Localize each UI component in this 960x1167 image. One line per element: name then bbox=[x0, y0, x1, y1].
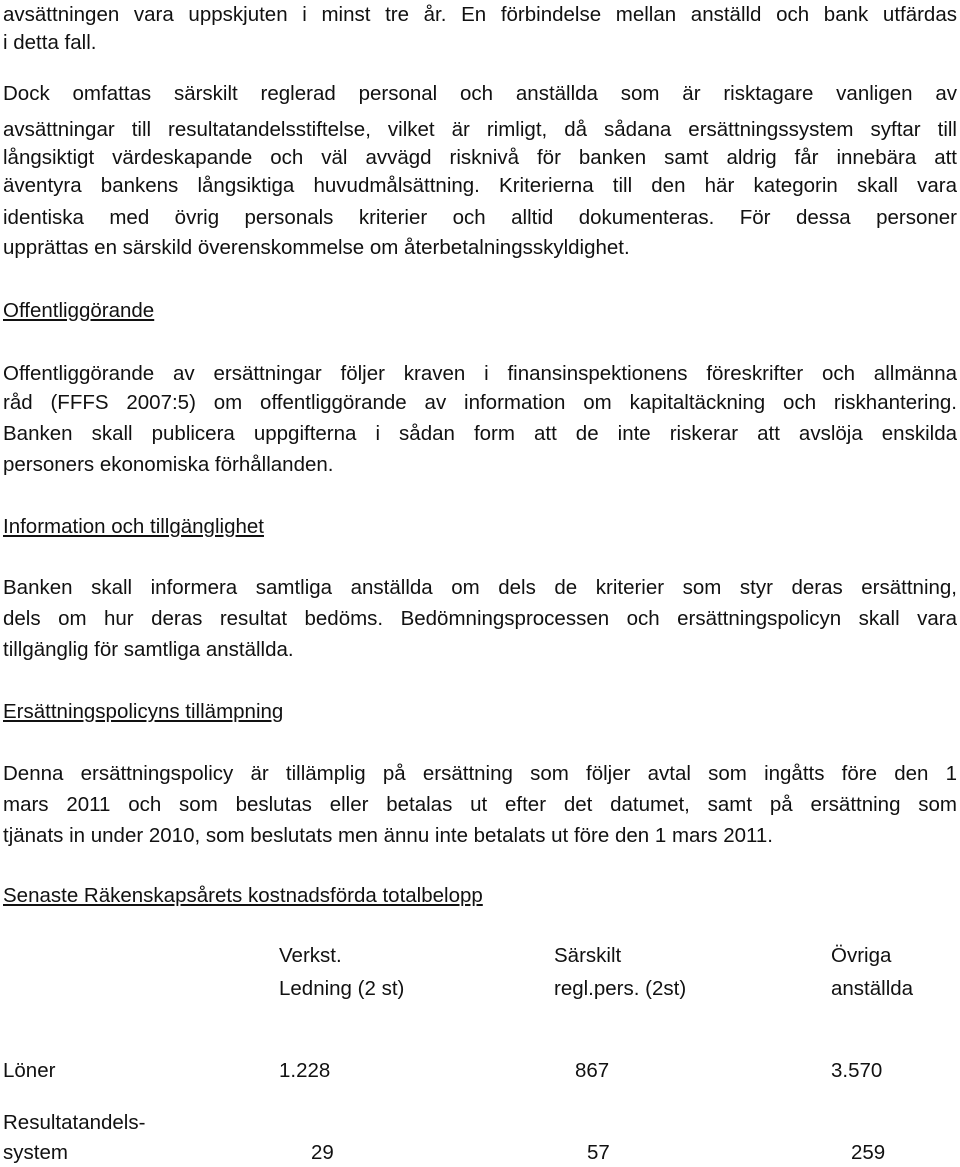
column-header: anställda bbox=[831, 977, 914, 1000]
column-header: Ledning (2 st) bbox=[279, 977, 405, 1000]
paragraph-line: Banken skall informera samtliga anställda om dels de kriterier som styr deras ersättning, bbox=[3, 576, 957, 599]
table-cell: 3.570 bbox=[831, 1059, 883, 1082]
row-label: Löner bbox=[3, 1059, 56, 1082]
paragraph-line: dels om hur deras resultat bedöms. Bedömningsprocessen och ersättningspolicyn skall vara bbox=[3, 607, 957, 630]
paragraph-line: äventyra bankens långsiktiga huvudmålsättning. Kriterierna till den här kategorin skall vara bbox=[3, 174, 957, 197]
paragraph-line: tillgänglig för samtliga anställda. bbox=[3, 638, 294, 661]
paragraph-line: långsiktigt värdeskapande och väl avvägd risknivå för banken samt aldrig får innebära att bbox=[3, 146, 957, 169]
row-label: system bbox=[3, 1141, 68, 1164]
paragraph-line: Offentliggörande av ersättningar följer kraven i finansinspektionens föreskrifter och allmänna bbox=[3, 362, 957, 385]
paragraph-line: i detta fall. bbox=[3, 31, 97, 54]
table-cell: 57 bbox=[587, 1141, 610, 1164]
paragraph-line: Denna ersättningspolicy är tillämplig på ersättning som följer avtal som ingåtts före den 1 bbox=[3, 762, 957, 785]
column-header: Verkst. bbox=[279, 944, 342, 967]
section-heading: Offentliggörande bbox=[3, 299, 155, 322]
paragraph-line: Dock omfattas särskilt reglerad personal och anställda som är risktagare vanligen av bbox=[3, 82, 957, 105]
paragraph-line: personers ekonomiska förhållanden. bbox=[3, 453, 334, 476]
paragraph-line: Banken skall publicera uppgifterna i sådan form att de inte riskerar att avslöja enskilda bbox=[3, 422, 957, 445]
column-header: Övriga bbox=[831, 944, 892, 967]
table-cell: 1.228 bbox=[279, 1059, 331, 1082]
section-heading: Information och tillgänglighet bbox=[3, 515, 264, 538]
section-heading: Ersättningspolicyns tillämpning bbox=[3, 700, 284, 723]
section-heading: Senaste Räkenskapsårets kostnadsförda totalbelopp bbox=[3, 884, 483, 907]
paragraph-line: identiska med övrig personals kriterier och alltid dokumenteras. För dessa personer bbox=[3, 206, 957, 229]
paragraph-line: avsättningar till resultatandelsstiftelse, vilket är rimligt, då sådana ersättningssystem syftar till bbox=[3, 118, 957, 141]
row-label: Resultatandels- bbox=[3, 1111, 146, 1134]
table-cell: 867 bbox=[575, 1059, 610, 1082]
column-header: Särskilt bbox=[554, 944, 622, 967]
paragraph-line: upprättas en särskild överenskommelse om återbetalningsskyldighet. bbox=[3, 236, 630, 259]
paragraph-line: råd (FFFS 2007:5) om offentliggörande av information om kapitaltäckning och riskhantering. bbox=[3, 391, 957, 414]
table-cell: 29 bbox=[311, 1141, 334, 1164]
table-cell: 259 bbox=[851, 1141, 886, 1164]
column-header: regl.pers. (2st) bbox=[554, 977, 687, 1000]
paragraph-line: tjänats in under 2010, som beslutats men ännu inte betalats ut före den 1 mars 2011. bbox=[3, 824, 773, 847]
paragraph-line: avsättningen vara uppskjuten i minst tre år. En förbindelse mellan anställd och bank utfärdas bbox=[3, 3, 957, 26]
paragraph-line: mars 2011 och som beslutas eller betalas ut efter det datumet, samt på ersättning som bbox=[3, 793, 957, 816]
